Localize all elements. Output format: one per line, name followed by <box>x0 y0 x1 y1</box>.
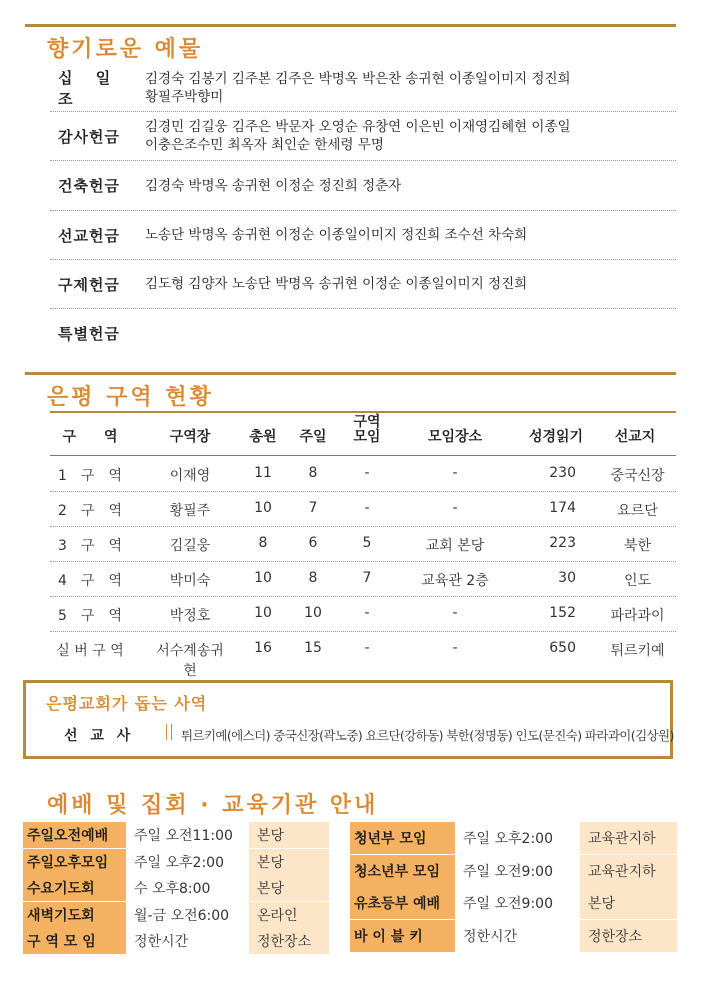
cell-leader: 박미숙 <box>169 573 211 589</box>
district-table-header <box>50 415 676 456</box>
schedule-place: 교육관지하 <box>580 855 677 887</box>
col-place: 모임장소 <box>427 429 483 445</box>
schedule-title: 예배 및 집회 · 교육기관 안내 <box>47 793 379 818</box>
cell-mission: 요르단 <box>617 503 658 519</box>
schedule-time: 월-금 오전6:00 <box>126 902 249 928</box>
schedule-label: 유초등부 예배 <box>350 887 455 919</box>
offering-label: 구제헌금 <box>58 275 120 294</box>
cell-district: 5 구 역 <box>58 608 122 624</box>
offering-row-tithe <box>50 64 676 112</box>
cell-leader: 김길웅 <box>169 538 211 554</box>
schedule-row <box>350 920 677 952</box>
district-row <box>50 596 676 632</box>
col-meeting <box>342 415 392 445</box>
cell-leader: 서수계송귀현 <box>156 643 224 679</box>
cell-meeting: - <box>364 500 370 516</box>
offering-label: 감사헌금 <box>58 127 120 146</box>
cell-district: 실 버 구 역 <box>56 643 124 659</box>
col-meeting-line1: 구역 <box>353 414 381 430</box>
cell-total: 8 <box>258 535 268 551</box>
offering-row-building <box>50 161 676 211</box>
cell-sunday: 6 <box>308 535 318 551</box>
schedule-time: 주일 오전9:00 <box>455 887 580 919</box>
offerings-title: 향기로운 예물 <box>47 37 204 62</box>
offering-names-line: 김경숙 김봉기 김주본 김주은 박명옥 박은찬 송귀현 이종일이미지 정진희 <box>145 70 571 87</box>
schedule-place: 정한장소 <box>580 920 677 952</box>
schedule-label: 수요기도회 <box>23 875 126 901</box>
col-mission: 선교지 <box>614 429 656 445</box>
schedule-place: 본당 <box>249 875 329 901</box>
cell-sunday: 8 <box>308 465 318 481</box>
offering-names-line: 김도형 김양자 노송단 박명옥 송귀현 이정순 이종일이미지 정진희 <box>145 276 528 292</box>
cell-meeting: 7 <box>362 570 372 586</box>
schedule-time: 주일 오전9:00 <box>455 855 580 887</box>
district-row <box>50 456 676 492</box>
schedule-row <box>350 887 677 919</box>
offering-label: 선교헌금 <box>58 226 120 245</box>
cell-bible: 230 <box>549 465 576 481</box>
cell-sunday: 15 <box>304 640 322 656</box>
schedule-place: 정한장소 <box>249 928 329 954</box>
cell-leader: 이재영 <box>169 468 211 484</box>
district-row <box>50 491 676 527</box>
cell-bible: 650 <box>549 640 576 656</box>
schedule-label: 청년부 모임 <box>350 822 455 854</box>
district-row <box>50 526 676 562</box>
offering-names <box>145 177 676 195</box>
offering-row-thanks <box>50 112 676 161</box>
districts-table-top-rule <box>50 411 676 413</box>
support-missionaries: 튀르키예(에스더) 중국신장(곽노중) 요르단(강하동) 북한(정명동) 인도(문진숙) 파라과이(김상원) <box>181 728 674 743</box>
cell-district: 3 구 역 <box>58 538 122 554</box>
schedule-row <box>23 849 329 875</box>
cell-place: 교회 본당 <box>425 538 485 554</box>
schedule-time: 주일 오후2:00 <box>126 849 249 875</box>
cell-total: 10 <box>254 500 272 516</box>
cell-total: 10 <box>254 570 272 586</box>
cell-meeting: - <box>364 465 370 481</box>
cell-place: - <box>452 500 458 516</box>
offering-row-mission <box>50 211 676 260</box>
schedule-row <box>350 822 677 854</box>
schedule-time: 정한시간 <box>455 920 580 952</box>
schedule-row <box>23 875 329 901</box>
offering-label: 특별헌금 <box>58 324 120 343</box>
support-label: 선 교 사 <box>64 728 135 744</box>
offerings-header-rule <box>25 24 676 27</box>
offering-names-line: 이충은조수민 최옥자 최인순 한세령 무명 <box>145 137 384 153</box>
offering-label: 건축헌금 <box>58 177 120 195</box>
cell-sunday: 7 <box>308 500 318 516</box>
support-title: 은평교회가 돕는 사역 <box>46 694 208 713</box>
schedule-time: 정한시간 <box>126 928 249 954</box>
support-separator <box>166 724 172 740</box>
offering-names-line: 김경숙 박명옥 송귀현 이정순 정진희 정춘자 <box>145 177 402 194</box>
offering-names <box>145 70 676 106</box>
schedule-row <box>23 822 329 848</box>
offering-row-relief <box>50 260 676 309</box>
cell-district: 1 구 역 <box>58 468 122 484</box>
cell-bible: 30 <box>558 570 576 586</box>
districts-header-rule <box>25 372 676 375</box>
cell-mission: 중국신장 <box>610 468 665 484</box>
schedule-label: 바 이 블 키 <box>350 920 455 952</box>
offering-names-line: 황필주박향미 <box>145 88 224 105</box>
support-box <box>23 680 673 759</box>
col-bible: 성경읽기 <box>528 429 584 445</box>
cell-bible: 152 <box>549 605 576 621</box>
col-meeting-line2: 모임 <box>353 429 381 445</box>
cell-mission: 튀르키예 <box>610 643 665 659</box>
cell-total: 16 <box>254 640 272 656</box>
offering-row-special <box>50 309 676 357</box>
offering-names <box>145 118 676 154</box>
cell-bible: 174 <box>549 500 576 516</box>
schedule-place: 본당 <box>249 849 329 875</box>
schedule-label: 구 역 모 임 <box>23 928 126 954</box>
cell-leader: 박정호 <box>169 608 211 624</box>
col-total: 총원 <box>249 429 277 445</box>
schedule-label: 새벽기도회 <box>23 902 126 928</box>
schedule-label: 청소년부 모임 <box>350 855 455 887</box>
col-district: 구 역 <box>62 429 118 445</box>
schedule-label: 주일오전예배 <box>23 822 126 848</box>
cell-mission: 인도 <box>623 573 652 589</box>
cell-meeting: - <box>364 605 370 621</box>
schedule-row <box>23 902 329 928</box>
schedule-time: 주일 오전11:00 <box>126 822 249 848</box>
cell-place: 교육관 2층 <box>421 573 489 589</box>
offering-label: 십 일 조 <box>58 68 120 108</box>
offering-names <box>145 226 676 244</box>
cell-district: 2 구 역 <box>58 503 122 519</box>
cell-total: 11 <box>254 465 272 481</box>
schedule-label: 주일오후모임 <box>23 849 126 875</box>
cell-meeting: 5 <box>362 535 372 551</box>
schedule-row <box>23 928 329 954</box>
cell-total: 10 <box>254 605 272 621</box>
schedule-row <box>350 855 677 887</box>
offering-names-line: 김경민 김길웅 김주은 박문자 오영순 유창연 이은빈 이재영김혜현 이종일 <box>145 119 571 135</box>
schedule-place: 본당 <box>249 822 329 848</box>
cell-sunday: 10 <box>304 605 322 621</box>
schedule-time: 주일 오후2:00 <box>455 822 580 854</box>
cell-leader: 황필주 <box>169 503 211 519</box>
cell-bible: 223 <box>549 535 576 551</box>
district-row <box>50 561 676 597</box>
schedule-place: 온라인 <box>249 902 329 928</box>
cell-place: - <box>452 605 458 621</box>
cell-meeting: - <box>364 640 370 656</box>
cell-mission: 파라과이 <box>610 608 665 624</box>
schedule-place: 교육관지하 <box>580 822 677 854</box>
schedule-time: 수 오후8:00 <box>126 875 249 901</box>
schedule-place: 본당 <box>580 887 677 919</box>
cell-place: - <box>452 465 458 481</box>
districts-title: 은평 구역 현황 <box>47 385 214 410</box>
col-leader: 구역장 <box>169 429 211 445</box>
cell-district: 4 구 역 <box>58 573 122 589</box>
offering-names <box>145 275 676 293</box>
cell-place: - <box>452 640 458 656</box>
col-sunday: 주일 <box>299 429 327 445</box>
cell-mission: 북한 <box>623 538 652 554</box>
district-row <box>50 631 676 679</box>
cell-sunday: 8 <box>308 570 318 586</box>
offering-names-line: 노송단 박명옥 송귀현 이정순 이종일이미지 정진희 조수선 차숙희 <box>145 227 528 243</box>
